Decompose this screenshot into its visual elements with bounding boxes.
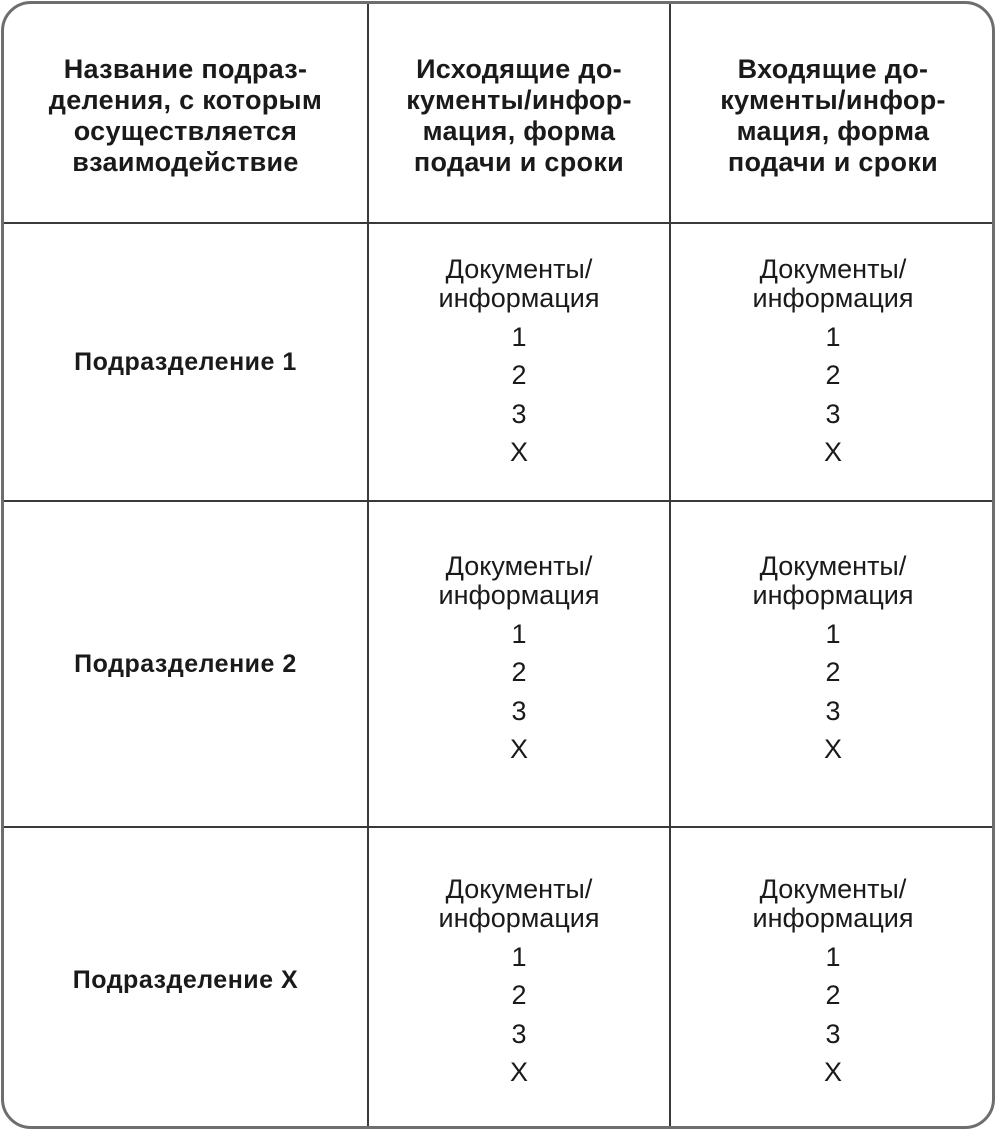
doc-title: Документы/ информация <box>438 253 600 313</box>
header-incoming: Входящие до- кументы/инфор- мация, форма подачи и сроки <box>720 54 946 177</box>
doc-item: X <box>823 734 842 764</box>
doc-item: 1 <box>825 618 841 649</box>
doc-item: 3 <box>511 695 527 726</box>
row-3-name-cell <box>4 828 367 1129</box>
doc-item: X <box>509 734 528 764</box>
doc-item: 1 <box>511 321 527 352</box>
doc-item: 3 <box>511 398 527 429</box>
doc-title: Документы/ информация <box>752 873 914 933</box>
row-1-outgoing-docs <box>439 255 600 472</box>
doc-item: 3 <box>825 695 841 726</box>
doc-title: Документы/ информация <box>752 253 914 313</box>
doc-title: Документы/ информация <box>752 550 914 610</box>
row-1-incoming-docs <box>753 255 914 472</box>
doc-title: Документы/ информация <box>438 873 600 933</box>
doc-item: 2 <box>825 657 841 687</box>
doc-item: X <box>509 1057 528 1087</box>
doc-item: 3 <box>825 398 841 429</box>
row-2-name: Подразделение 2 <box>74 649 297 678</box>
doc-item: X <box>823 1057 842 1087</box>
row-3-name: Подразделение X <box>72 965 299 994</box>
header-cell-unit-name <box>4 4 367 222</box>
row-2-outgoing-cell <box>369 502 669 826</box>
doc-item: X <box>823 437 842 467</box>
row-2-name-cell <box>4 502 367 826</box>
row-3-outgoing-cell <box>369 828 669 1129</box>
doc-item: 2 <box>825 360 841 390</box>
row-2-incoming-docs <box>753 552 914 769</box>
row-1-incoming-cell <box>671 224 995 500</box>
doc-item: 2 <box>825 980 841 1010</box>
interaction-table <box>1 1 995 1129</box>
doc-item: 3 <box>511 1018 527 1049</box>
row-2-incoming-cell <box>671 502 995 826</box>
doc-item: 1 <box>825 321 841 352</box>
header-outgoing: Исходящие до- кументы/инфор- мация, форма подачи и сроки <box>406 54 632 177</box>
doc-item: 2 <box>511 360 527 390</box>
row-3-incoming-docs <box>753 875 914 1092</box>
doc-item: X <box>509 437 528 467</box>
row-1-name: Подразделение 1 <box>74 347 297 376</box>
row-1-name-cell <box>4 224 367 500</box>
doc-item: 3 <box>825 1018 841 1049</box>
row-2-outgoing-docs <box>439 552 600 769</box>
row-1-outgoing-cell <box>369 224 669 500</box>
header-cell-incoming <box>671 4 995 222</box>
doc-item: 2 <box>511 980 527 1010</box>
row-3-outgoing-docs <box>439 875 600 1092</box>
row-3-incoming-cell <box>671 828 995 1129</box>
doc-item: 1 <box>511 941 527 972</box>
doc-item: 1 <box>825 941 841 972</box>
header-cell-outgoing <box>369 4 669 222</box>
doc-title: Документы/ информация <box>438 550 600 610</box>
doc-item: 2 <box>511 657 527 687</box>
doc-item: 1 <box>511 618 527 649</box>
header-unit-name: Название подраз- деления, с которым осуществляется взаимодействие <box>48 54 323 177</box>
